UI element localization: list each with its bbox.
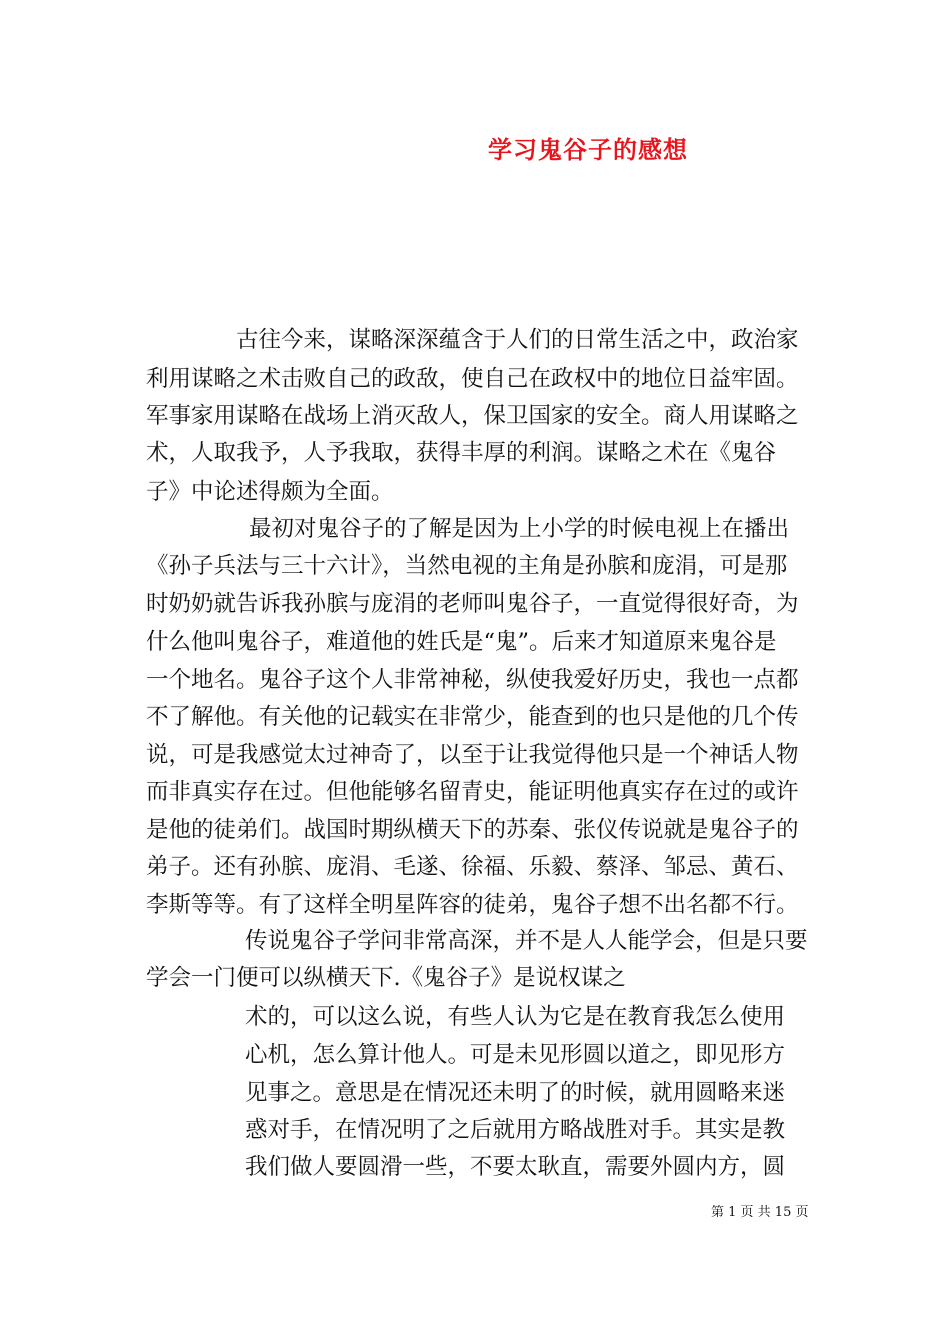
text-line: 学会一门便可以纵横天下.《鬼谷子》是说权谋之	[146, 965, 626, 991]
text-line: 见事之。意思是在情况还未明了的时候，就用圆略来迷	[245, 1080, 786, 1106]
text-line: 利用谋略之术击败自己的政敌，使自己在政权中的地位日益牢固。	[146, 366, 799, 392]
text-line: 一个地名。鬼谷子这个人非常神秘，纵使我爱好历史，我也一点都	[146, 667, 799, 693]
text-line: 子》中论述得颇为全面。	[146, 479, 394, 505]
text-line: 弟子。还有孙膑、庞涓、毛遂、徐福、乐毅、蔡泽、邹忌、黄石、	[146, 854, 799, 880]
text-line: 我们做人要圆滑一些，不要太耿直，需要外圆内方，圆	[245, 1154, 786, 1180]
text-line: 军事家用谋略在战场上消灭敌人，保卫国家的安全。商人用谋略之	[146, 403, 799, 429]
text-line: 术的，可以这么说，有些人认为它是在教育我怎么使用	[245, 1004, 786, 1030]
text-line: 什么他叫鬼谷子，难道他的姓氏是“鬼”。后来才知道原来鬼谷是	[146, 629, 777, 655]
page-number: 第 1 页 共 15 页	[711, 1205, 809, 1220]
text-line: 古往今来，谋略深深蕴含于人们的日常生活之中，政治家	[236, 327, 799, 353]
text-line: 最初对鬼谷子的了解是因为上小学的时候电视上在播出	[249, 516, 790, 542]
text-line: 不了解他。有关他的记载实在非常少，能查到的也只是他的几个传	[146, 704, 799, 730]
text-line: 是他的徒弟们。战国时期纵横天下的苏秦、张仪传说就是鬼谷子的	[146, 817, 799, 843]
text-line: 李斯等等。有了这样全明星阵容的徒弟，鬼谷子想不出名都不行。	[146, 892, 799, 918]
text-line: 惑对手，在情况明了之后就用方略战胜对手。其实是教	[245, 1117, 786, 1143]
text-line: 术，人取我予，人予我取，获得丰厚的利润。谋略之术在《鬼谷	[146, 440, 777, 466]
text-line: 《孙子兵法与三十六计》，当然电视的主角是孙膑和庞涓，可是那	[146, 553, 788, 579]
text-line: 时奶奶就告诉我孙膑与庞涓的老师叫鬼谷子，一直觉得很好奇，为	[146, 591, 799, 617]
text-line: 说，可是我感觉太过神奇了，以至于让我觉得他只是一个神话人物	[146, 742, 799, 768]
text-line: 传说鬼谷子学问非常高深，并不是人人能学会，但是只要	[245, 928, 808, 954]
text-line: 心机，怎么算计他人。可是未见形圆以道之，即见形方	[245, 1042, 786, 1068]
text-line: 而非真实存在过。但他能够名留青史，能证明他真实存在过的或许	[146, 779, 799, 805]
document-title: 学习鬼谷子的感想	[488, 135, 688, 164]
